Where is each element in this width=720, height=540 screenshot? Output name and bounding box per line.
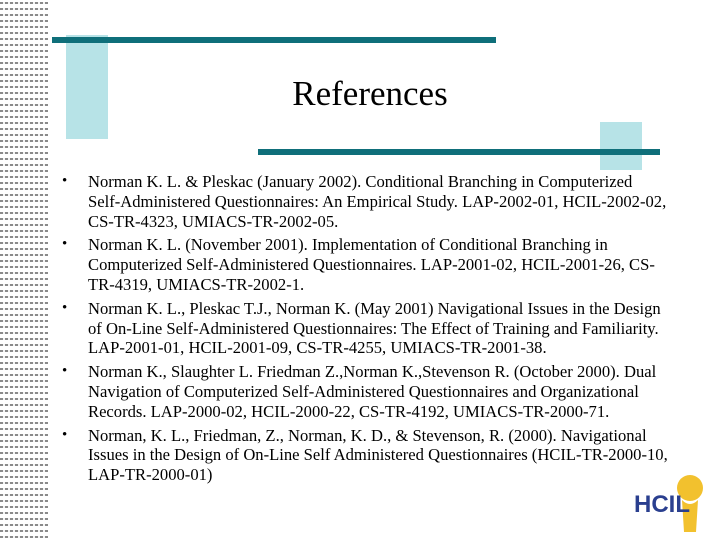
bullet-icon: • <box>62 426 68 443</box>
reference-item <box>58 426 668 485</box>
left-stripe-decoration <box>0 0 48 540</box>
reference-text: Norman K. L., Pleskac T.J., Norman K. (May 2001) Navigational Issues in the Design of On-Line Self-Administered Questionnaires: The Effect of Training and Familiarity. LAP-2001-01, HCIL-2001-09, CS-TR-4255, UMIACS-TR-2001-38. <box>88 298 661 358</box>
mid-dark-bar <box>258 149 660 155</box>
reference-text: Norman K., Slaughter L. Friedman Z.,Norman K.,Stevenson R. (October 2000). Dual Navigation of Computerized Self-Administered Questionnaires and Organizational Records. LAP-2000-02, HCIL-2000-22, CS-TR-4192, UMIACS-TR-2000-71. <box>88 362 657 421</box>
reference-text: Norman K. L. & Pleskac (January 2002). Conditional Branching in Computerized Self-Administered Questionnaires: An Empirical Study. LAP-2002-01, HCIL-2002-02, CS-TR-4323, UMIACS-TR-2002-05. <box>88 172 667 231</box>
bullet-icon: • <box>62 236 68 253</box>
reference-item <box>58 235 668 294</box>
slide-title: References <box>292 74 448 113</box>
reference-item <box>58 172 668 231</box>
reference-item <box>58 299 668 358</box>
top-dark-bar <box>52 37 496 43</box>
reference-text: Norman, K. L., Friedman, Z., Norman, K. D., & Stevenson, R. (2000). Navigational Issues in the Design of On-Line Self Administered Questionnaires (HCIL-TR-2000-10, LAP-TR-2000-01) <box>88 425 668 485</box>
reference-list <box>58 172 668 489</box>
bullet-icon: • <box>62 363 68 380</box>
bullet-icon: • <box>62 173 68 189</box>
top-light-block <box>66 35 108 139</box>
right-light-block <box>600 122 642 170</box>
logo-text: HCIL <box>634 491 690 518</box>
hcil-logo-icon <box>632 474 718 536</box>
reference-item <box>58 362 668 421</box>
reference-text: Norman K. L. (November 2001). Implementation of Conditional Branching in Computerized Self-Administered Questionnaires. LAP-2001-02, HCIL-2001-26, CS-TR-4319, UMIACS-TR-2002-1. <box>88 235 655 294</box>
bullet-icon: • <box>62 299 68 316</box>
